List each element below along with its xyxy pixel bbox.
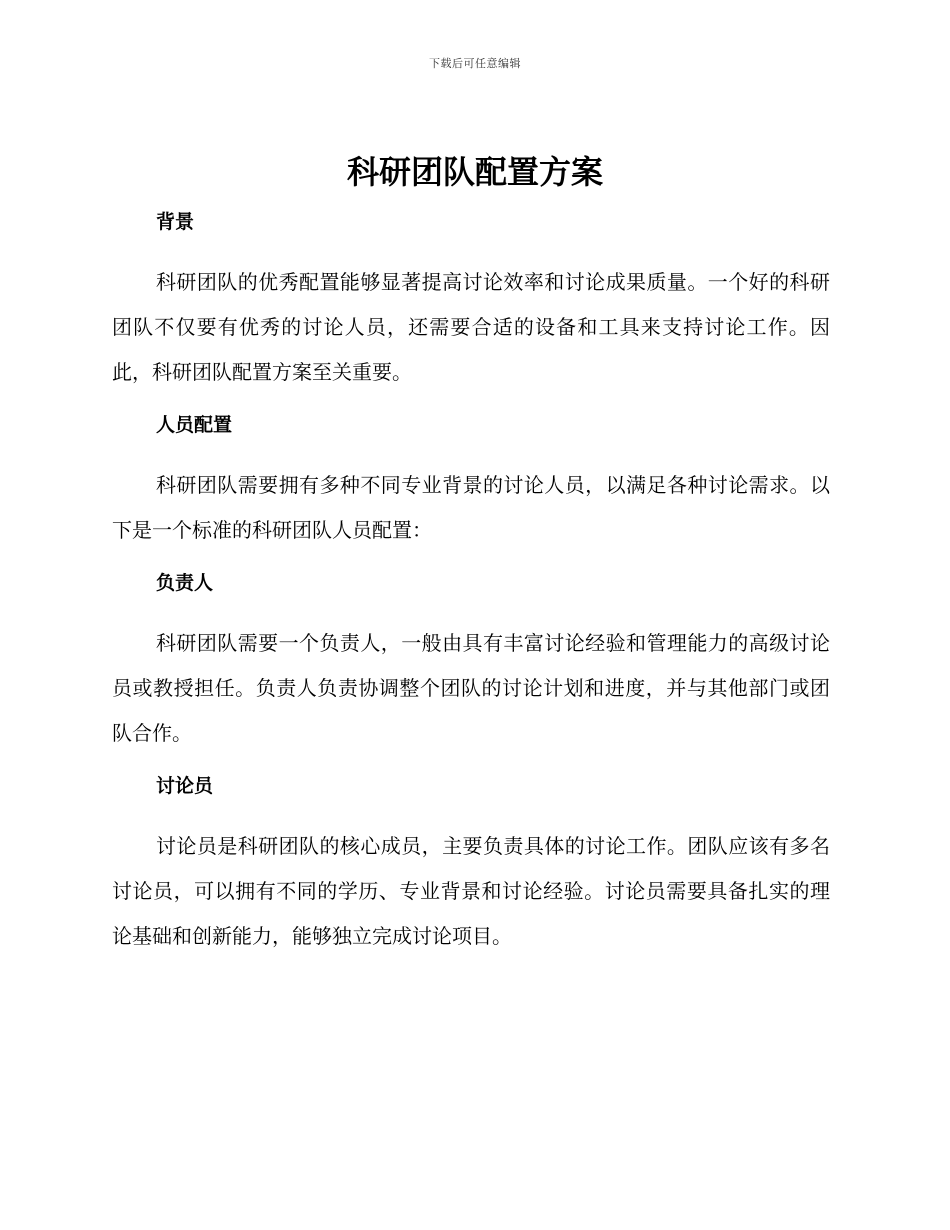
section-paragraph: 科研团队需要拥有多种不同专业背景的讨论人员，以满足各种讨论需求。以下是一个标准的科研团队人员配置： [112,473,830,542]
header-note: 下载后可任意编辑 [429,57,521,70]
section-paragraph: 科研团队的优秀配置能够显著提高讨论效率和讨论成果质量。一个好的科研团队不仅要有优秀的讨论人员，还需要合适的设备和工具来支持讨论工作。因此，科研团队配置方案至关重要。 [112,270,830,384]
section-paragraph: 讨论员是科研团队的核心成员，主要负责具体的讨论工作。团队应该有多名讨论员，可以拥有不同的学历、专业背景和讨论经验。讨论员需要具备扎实的理论基础和创新能力，能够独立完成讨论项目。 [112,834,830,948]
section-leader [112,565,830,768]
section-researcher [112,768,830,959]
section-heading: 负责人 [156,572,214,594]
section-paragraph: 科研团队需要一个负责人，一般由具有丰富讨论经验和管理能力的高级讨论员或教授担任。负责人负责协调整个团队的讨论计划和进度，并与其他部门或团队合作。 [112,631,830,745]
section-heading: 背景 [156,211,195,233]
section-heading: 讨论员 [156,775,214,797]
document-body [112,204,830,959]
document-title: 科研团队配置方案 [346,153,603,191]
section-staffing [112,407,830,565]
section-heading: 人员配置 [156,414,233,436]
section-background [112,204,830,407]
